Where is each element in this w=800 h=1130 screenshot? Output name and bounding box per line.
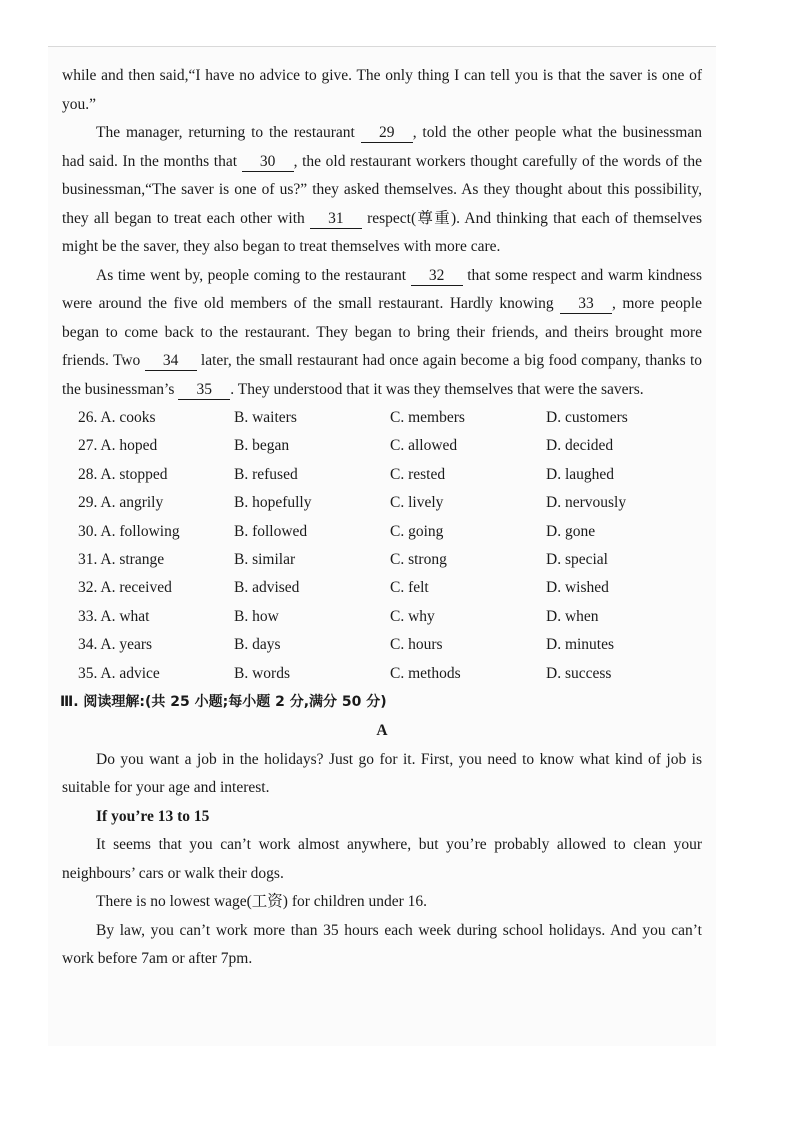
option-d: D. when	[546, 607, 599, 625]
option-b: B. hopefully	[234, 494, 312, 512]
option-a: 34. A. years	[78, 636, 153, 654]
option-c: C. members	[390, 409, 465, 426]
reading-sentence-3: By law, you can’t work more than 35 hours each week during school holidays. And you can’t work before 7am or after 7pm.	[62, 921, 702, 968]
option-d: D. nervously	[546, 494, 627, 512]
option-c: C. strong	[390, 550, 447, 568]
option-b: B. days	[234, 636, 281, 654]
option-c: C. allowed	[390, 437, 458, 455]
text-run: later, the small restaurant had once again become a big food company, thanks to the businessman’s	[62, 352, 703, 398]
blank-32: 32	[411, 267, 463, 286]
option-a: 30. A. following	[78, 522, 180, 540]
option-a: 29. A. angrily	[78, 494, 164, 512]
text-run: , more people began to come back to the restaurant. They began to bring their friends, and theirs brought more friends. Two	[62, 295, 702, 369]
reading-intro: Do you want a job in the holidays? Just go for it. First, you need to know what kind of job is suitable for your age and interest.	[62, 750, 702, 797]
blank-35: 35	[178, 381, 230, 400]
blank-34: 34	[145, 352, 197, 371]
option-a: 31. A. strange	[78, 550, 165, 568]
option-c: C. rested	[390, 465, 446, 483]
reading-subheading: If you’re 13 to 15	[96, 807, 210, 825]
passage-paragraph-3	[62, 262, 702, 405]
option-d: D. gone	[546, 522, 596, 540]
text-run: The manager, returning to the restaurant	[96, 124, 361, 141]
option-b: B. refused	[234, 465, 298, 483]
option-b: B. words	[234, 664, 290, 682]
document-content	[62, 62, 702, 974]
option-a: 26. A. cooks	[78, 409, 156, 426]
option-d: D. minutes	[546, 636, 615, 654]
text-run: respect(尊重). And thinking that each of themselves might be the saver, they also began to treat themselves with more care.	[62, 209, 702, 255]
part-label: A	[376, 721, 388, 739]
option-b: B. similar	[234, 550, 296, 568]
option-b: B. began	[234, 437, 290, 455]
reading-sentence-1: It seems that you can’t work almost anywhere, but you’re probably allowed to clean your neighbours’ cars or walk their dogs.	[62, 836, 702, 882]
blank-30: 30	[242, 153, 294, 172]
option-b: B. advised	[234, 579, 300, 597]
option-row	[62, 660, 702, 688]
top-divider	[48, 46, 716, 47]
option-row	[62, 631, 702, 659]
option-a: 27. A. hoped	[78, 437, 158, 455]
section-heading: Ⅲ. 阅读理解:(共 25 小题;每小题 2 分,满分 50 分)	[60, 693, 387, 710]
passage-line-1: while and then said,“I have no advice to give. The only thing I can tell you is that the saver is one of you.”	[62, 67, 702, 113]
option-d: D. laughed	[546, 465, 615, 483]
option-b: B. waiters	[234, 409, 297, 426]
blank-29: 29	[361, 124, 413, 143]
option-a: 33. A. what	[78, 607, 150, 625]
option-a: 35. A. advice	[78, 664, 160, 682]
option-d: D. success	[546, 664, 612, 682]
option-row	[62, 518, 702, 546]
text-run: , the old restaurant workers thought carefully of the words of the businessman,“The saver is one of us?” they asked themselves. As they thought about this possibility, they all began to treat each other with	[62, 152, 702, 227]
text-run: , told the other people what the businessman had said. In the months that	[62, 124, 702, 170]
option-d: D. wished	[546, 579, 609, 597]
option-row	[62, 432, 702, 460]
option-c: C. going	[390, 522, 444, 540]
option-c: C. hours	[390, 636, 443, 654]
answer-options	[62, 404, 702, 688]
option-row	[62, 489, 702, 517]
option-c: C. lively	[390, 494, 444, 512]
option-a: 28. A. stopped	[78, 465, 168, 483]
option-row	[62, 461, 702, 489]
option-c: C. methods	[390, 664, 461, 682]
text-run: that some respect and warm kindness were around the five old members of the small restaurant. Hardly knowing	[62, 266, 702, 312]
blank-31: 31	[310, 210, 362, 229]
option-row	[62, 603, 702, 631]
passage-paragraph-2	[62, 119, 702, 262]
option-row	[62, 546, 702, 574]
option-d: D. special	[546, 550, 608, 568]
option-row	[62, 404, 702, 432]
option-b: B. followed	[234, 522, 308, 540]
option-d: D. customers	[546, 409, 628, 426]
text-run: As time went by, people coming to the restaurant	[96, 266, 411, 284]
option-d: D. decided	[546, 437, 614, 455]
reading-sentence-2: There is no lowest wage(工资) for children under 16.	[96, 893, 427, 911]
option-c: C. felt	[390, 579, 429, 597]
option-c: C. why	[390, 607, 435, 625]
text-run: . They understood that it was they themselves that were the savers.	[230, 380, 644, 398]
option-a: 32. A. received	[78, 579, 172, 597]
blank-33: 33	[560, 295, 612, 314]
option-row	[62, 574, 702, 602]
option-b: B. how	[234, 607, 279, 625]
